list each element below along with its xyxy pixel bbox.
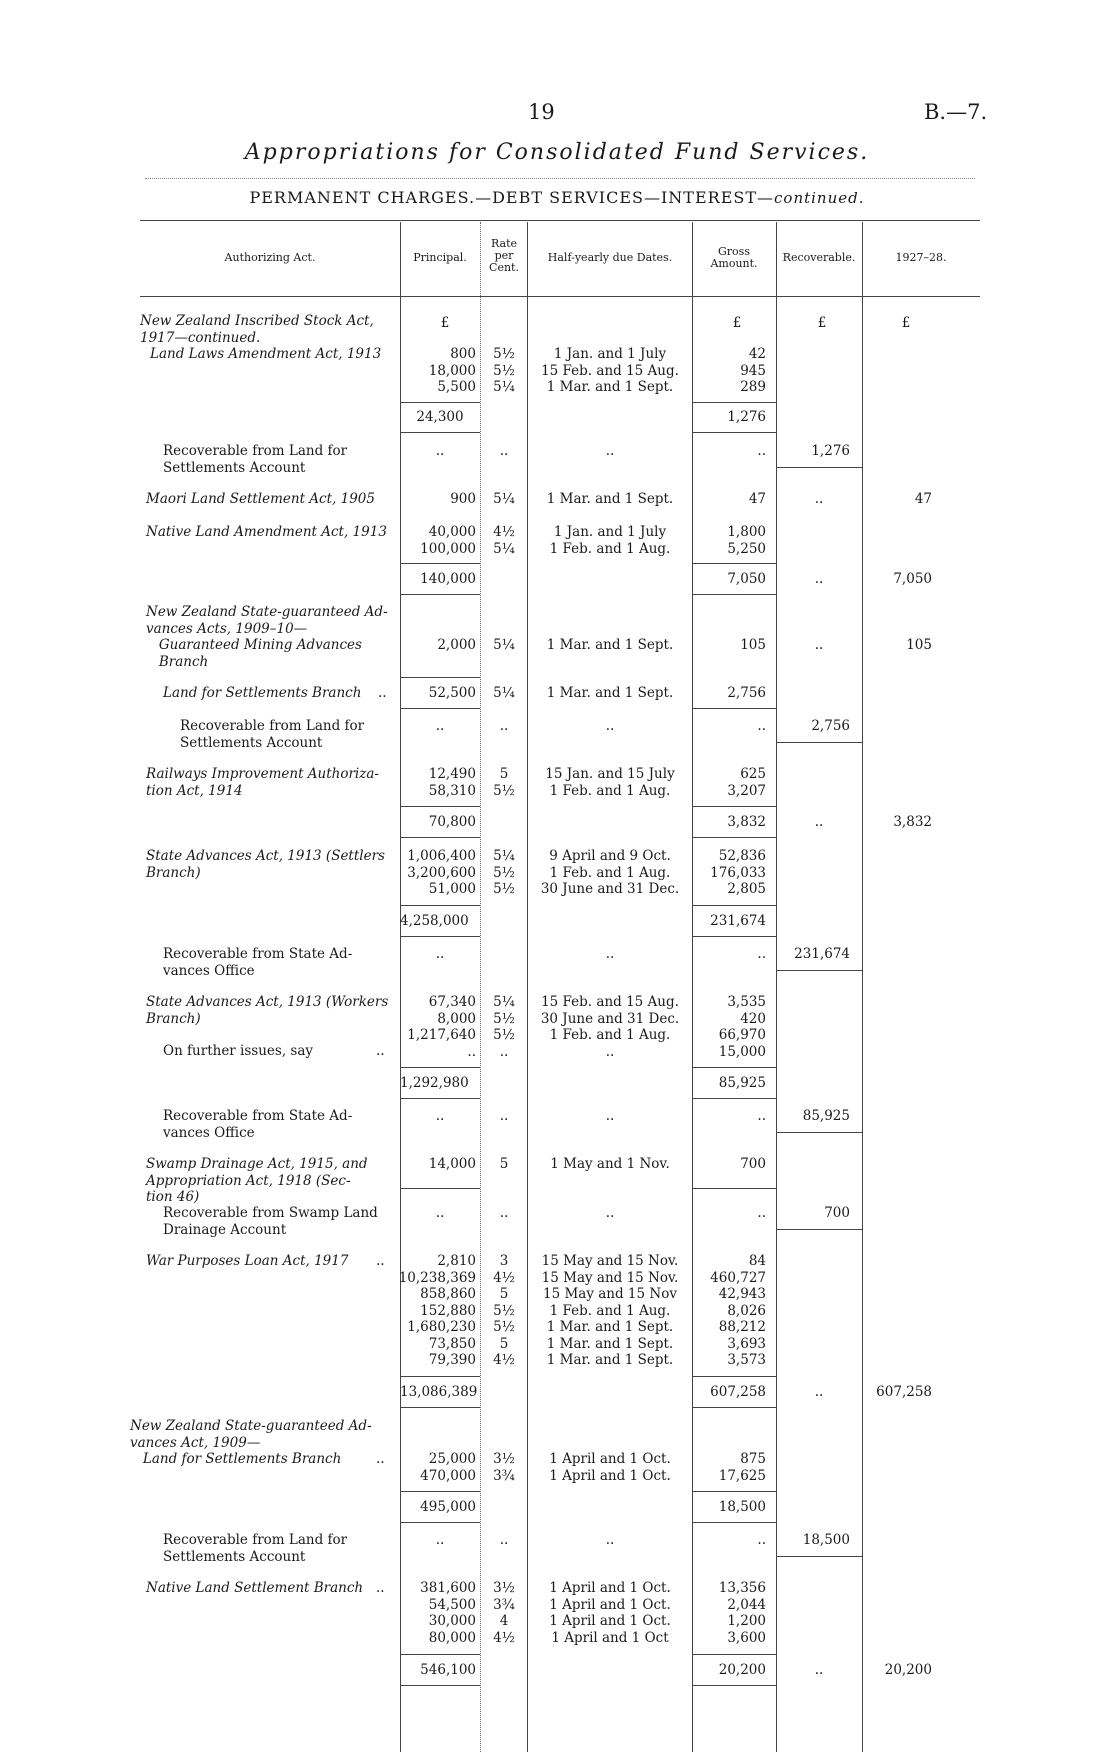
act-name: Recoverable from Land for Settlements Account [163,443,348,476]
gross-values: 13,356 2,044 1,200 3,600 [718,1580,766,1646]
recoverable-value: 2,756 [811,718,850,734]
rate-values: 5¼ 5½ 5½ [493,848,515,897]
recoverable-value: 1,276 [811,443,850,459]
subtotal-rule [400,1098,480,1099]
principal-values: 1,006,400 3,200,600 51,000 [407,848,476,897]
header-recoverable: Recoverable. [782,251,856,264]
dots: .. [499,443,509,459]
total-gross: 3,832 [727,814,766,830]
dots: .. [757,1205,766,1221]
due-dates: 1 Mar. and 1 Sept. [546,685,674,701]
dots: .. [757,443,766,459]
header-authorizing-act: Authorizing Act. [224,251,316,264]
act-name: New Zealand State-guaranteed Ad- vances Acts, 1909–10— Guaranteed Mining Advances Branch [146,604,388,670]
principal-values: 25,000 470,000 [420,1451,476,1484]
total-gross: 7,050 [727,571,766,587]
principal-values: 2,810 10,238,369 858,860 152,880 1,680,230 73,850 79,390 [398,1253,476,1368]
subtotal-rule [692,594,776,595]
total-gross: 607,258 [710,1384,766,1400]
act-name: Maori Land Settlement Act, 1905 [146,491,375,507]
gross-values: 84 460,727 42,943 8,026 88,212 3,693 3,573 [710,1253,766,1368]
subtotal-rule [400,1685,480,1686]
total-gross: 18,500 [718,1499,766,1515]
subtitle-main: PERMANENT CHARGES.—DEBT SERVICES—INTEREST— [249,188,775,207]
total-gross: 1,276 [727,409,766,425]
dots: .. [499,1532,509,1548]
dots: .. [435,443,445,459]
header-rate: Rate per Cent. [489,237,519,274]
gross-values: 42 945 289 [740,346,766,395]
dots: .. [435,1205,445,1221]
dots: .. [605,443,615,459]
subtotal-rule [400,1067,480,1068]
due-dates: 1 April and 1 Oct. 1 April and 1 Oct. [549,1451,671,1484]
principal-values: 800 18,000 5,500 [428,346,476,395]
total-principal: 1,292,980 [400,1075,469,1091]
dots: .. [605,1532,615,1548]
due-dates: 15 Feb. and 15 Aug. 30 June and 31 Dec. 1 Feb. and 1 Aug. .. [540,994,680,1060]
page-number: 19 [528,100,555,124]
dots: .. [435,718,445,734]
currency-recoverable: £ [817,315,827,331]
subtotal-rule [692,1522,776,1523]
rate-values: 3 4½ 5 5½ 5½ 5 4½ [493,1253,515,1368]
gross-values: 875 17,625 [718,1451,766,1484]
rate-values: 5½ 5½ 5¼ [493,346,515,395]
subtotal-rule [400,402,480,403]
act-name: Land Laws Amendment Act, 1913 [150,346,382,362]
subtotal-rule [692,402,776,403]
dots: .. [605,718,615,734]
rate-values: 3½ 3¾ [493,1451,515,1484]
leader-dots: .. [376,1043,385,1059]
subtotal-rule [692,1654,776,1655]
principal-values: 381,600 54,500 30,000 80,000 [420,1580,476,1646]
gross-values: 625 3,207 [727,766,766,799]
total-principal: 495,000 [420,1499,476,1515]
table-header-rule [140,296,980,297]
subtotal-rule [400,806,480,807]
due-dates: 1 May and 1 Nov. [550,1156,670,1172]
recoverable-value: 85,925 [802,1108,850,1124]
subtotal-rule [400,594,480,595]
due-dates: 1 Jan. and 1 July 15 Feb. and 15 Aug. 1 Mar. and 1 Sept. [541,346,679,395]
subtotal-rule [692,1098,776,1099]
act-name: Native Land Amendment Act, 1913 [146,524,387,540]
subtotal-rule [400,936,480,937]
dots: .. [435,1532,445,1548]
year-value: 7,050 [893,571,932,587]
subtotal-rule [692,936,776,937]
rate-values: 3½ 3¾ 4 4½ [493,1580,515,1646]
subtotal-rule [776,970,862,971]
act-name: On further issues, say [163,1043,314,1059]
subtotal-rule [692,837,776,838]
subtotal-rule [400,1522,480,1523]
currency-principal: £ [440,315,450,331]
subtotal-rule [692,1407,776,1408]
subtotal-rule [692,1685,776,1686]
subtitle-continued: continued. [774,189,865,207]
rate-values: 5¼ 5½ 5½ .. [493,994,515,1060]
due-dates: 1 April and 1 Oct. 1 April and 1 Oct. 1 April and 1 Oct. 1 April and 1 Oct [549,1580,671,1646]
year-value: 607,258 [876,1384,932,1400]
subtotal-rule [400,708,480,709]
dots: .. [757,946,766,962]
rate-values: 5¼ [493,637,515,653]
due-dates: 15 May and 15 Nov. 15 May and 15 Nov. 15 May and 15 Nov 1 Feb. and 1 Aug. 1 Mar. and 1 Sept. 1 Mar. and 1 Sept. 1 Mar. and 1 Sept. [541,1253,679,1368]
act-name: Native Land Settlement Branch [146,1580,364,1596]
dots: .. [435,946,445,962]
subtotal-rule [692,563,776,564]
subtotal-rule [400,1188,480,1189]
rate-values: 5¼ [493,685,515,701]
dots: .. [814,1384,824,1400]
column-divider [480,222,481,1752]
due-dates: 1 Jan. and 1 July 1 Feb. and 1 Aug. [549,524,671,557]
subtotal-rule [692,1188,776,1189]
total-principal: 24,300 [416,409,464,425]
dots: .. [499,1108,509,1124]
total-principal: 140,000 [420,571,476,587]
act-name: Swamp Drainage Act, 1915, and Appropriation Act, 1918 (Sec- tion 46) [146,1156,368,1205]
act-name: Recoverable from Swamp Land Drainage Account [163,1205,378,1238]
gross-values: 700 [740,1156,766,1172]
total-gross: 231,674 [710,913,766,929]
dots: .. [605,1108,615,1124]
subtotal-rule [692,432,776,433]
subtotal-rule [692,1067,776,1068]
subtotal-rule [692,1491,776,1492]
year-value: 3,832 [893,814,932,830]
subtotal-rule [400,905,480,906]
act-name: State Advances Act, 1913 (Workers Branch) [146,994,389,1027]
subtotal-rule [400,677,480,678]
subtotal-rule [400,1376,480,1377]
subtotal-rule [400,432,480,433]
recoverable-value: 231,674 [794,946,850,962]
subtotal-rule [776,467,862,468]
subtotal-rule [400,1407,480,1408]
year-value: 105 [906,637,932,653]
gross-values: 105 [740,637,766,653]
dots: .. [814,814,824,830]
due-dates: 15 Jan. and 15 July 1 Feb. and 1 Aug. [545,766,675,799]
act-name: Railways Improvement Authoriza- tion Act, 1914 [146,766,379,799]
due-dates: 1 Mar. and 1 Sept. [546,491,674,507]
column-divider [776,222,777,1752]
subtotal-rule [776,1556,862,1557]
rate-values: 4½ 5¼ [493,524,515,557]
act-name: State Advances Act, 1913 (Settlers Branch) [146,848,385,881]
act-name: Recoverable from State Ad- vances Office [163,946,353,979]
subtotal-rule [692,806,776,807]
total-gross: 85,925 [718,1075,766,1091]
dots: .. [814,571,824,587]
column-divider [862,222,863,1752]
total-principal: 546,100 [420,1662,476,1678]
currency-gross: £ [732,315,742,331]
total-principal: 4,258,000 [400,913,469,929]
leader-dots: .. [376,1253,385,1269]
table-top-rule [140,220,980,221]
act-name: War Purposes Loan Act, 1917 [146,1253,349,1269]
subtotal-rule [692,1376,776,1377]
title-rule [145,178,975,179]
subtotal-rule [692,905,776,906]
header-year: 1927–28. [895,251,947,264]
act-name: New Zealand State-guaranteed Ad- vances Act, 1909— Land for Settlements Branch [130,1418,372,1467]
document-code: B.—7. [924,100,988,124]
principal-values: 14,000 [428,1156,476,1172]
dots: .. [499,718,509,734]
rate-values: 5¼ [493,491,515,507]
rate-values: 5 5½ [493,766,515,799]
dots: .. [757,1108,766,1124]
header-gross-amount: Gross Amount. [710,245,758,270]
gross-values: 47 [748,491,766,507]
gross-values: 52,836 176,033 2,805 [710,848,766,897]
dots: .. [435,1108,445,1124]
act-name: Recoverable from Land for Settlements Account [163,1532,348,1565]
principal-values: 2,000 [437,637,476,653]
year-value: 20,200 [884,1662,932,1678]
dots: .. [814,491,824,507]
header-due-dates: Half-yearly due Dates. [547,251,673,264]
recoverable-value: 700 [824,1205,850,1221]
subtotal-rule [400,837,480,838]
gross-values: 1,800 5,250 [727,524,766,557]
leader-dots: .. [376,1580,385,1596]
year-value: 47 [914,491,932,507]
subtotal-rule [776,1132,862,1133]
currency-year: £ [901,315,911,331]
act-name: Recoverable from Land for Settlements Account [180,718,365,751]
leader-dots: .. [376,1451,385,1467]
dots: .. [757,1532,766,1548]
leader-dots: .. [378,685,387,701]
principal-values: 67,340 8,000 1,217,640 .. [407,994,476,1060]
dots: .. [499,1205,509,1221]
due-dates: 9 April and 9 Oct. 1 Feb. and 1 Aug. 30 June and 31 Dec. [540,848,680,897]
act-name: Recoverable from State Ad- vances Office [163,1108,353,1141]
subtotal-rule [776,742,862,743]
subtotal-rule [400,563,480,564]
due-dates: 1 Mar. and 1 Sept. [546,637,674,653]
subtotal-rule [776,1229,862,1230]
subtotal-rule [692,708,776,709]
subtotal-rule [400,1654,480,1655]
gross-values: 3,535 420 66,970 15,000 [718,994,766,1060]
dots: .. [814,1662,824,1678]
column-divider [527,222,528,1752]
total-principal: 70,800 [428,814,476,830]
recoverable-value: 18,500 [802,1532,850,1548]
total-principal: 13,086,389 [400,1384,478,1400]
total-gross: 20,200 [718,1662,766,1678]
gross-values: 2,756 [727,685,766,701]
principal-values: 40,000 100,000 [420,524,476,557]
act-name: New Zealand Inscribed Stock Act, 1917—continued. [140,313,374,346]
principal-values: 52,500 [428,685,476,701]
rate-values: 5 [499,1156,509,1172]
act-name: Land for Settlements Branch [163,685,362,701]
dots: .. [757,718,766,734]
dots: .. [605,1205,615,1221]
principal-values: 900 [450,491,476,507]
page-title: Appropriations for Consolidated Fund Services. [244,140,870,165]
header-principal: Principal. [413,251,467,264]
dots: .. [814,637,824,653]
subtotal-rule [400,1491,480,1492]
principal-values: 12,490 58,310 [428,766,476,799]
dots: .. [605,946,615,962]
section-subtitle [0,188,1114,207]
